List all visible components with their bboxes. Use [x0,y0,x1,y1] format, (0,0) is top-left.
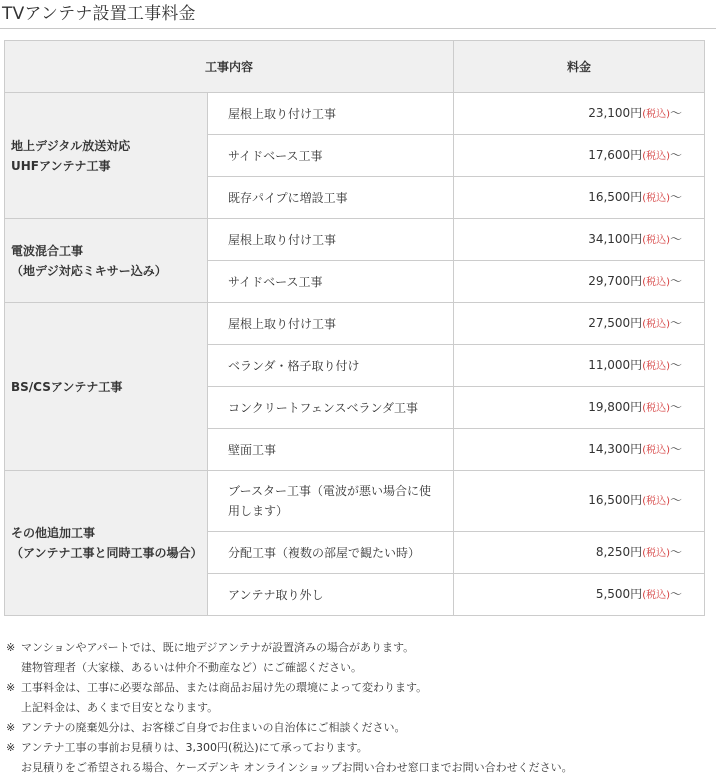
item-cell: サイドベース工事 [208,135,454,177]
category-cell [5,219,208,303]
note-item [6,678,712,718]
header-work: 工事内容 [5,41,454,93]
price-value: 5,500円 [595,586,643,601]
category-cell [5,303,208,471]
price-suffix: 〜 [670,105,683,120]
price-value: 17,600円 [588,147,643,162]
note-mark: ※ [6,741,16,754]
note-item [6,638,712,678]
table-row [5,471,705,532]
price-value: 11,000円 [588,357,643,372]
price-cell [454,303,705,345]
tax-label: (税込) [642,150,670,162]
table-row [5,93,705,135]
category-cell [5,93,208,219]
price-cell [454,471,705,532]
note-line: アンテナの廃棄処分は、お客様ご自身でお住まいの自治体にご相談ください。 [21,721,406,734]
tax-label: (税込) [642,108,670,120]
tax-label: (税込) [642,234,670,246]
price-cell [454,177,705,219]
header-fee: 料金 [454,41,705,93]
price-suffix: 〜 [670,189,683,204]
price-value: 27,500円 [588,315,643,330]
note-body [21,738,712,778]
table-row [5,303,705,345]
note-line: 建物管理者（大家様、あるいは仲介不動産など）にご確認ください。 [21,661,362,674]
item-cell: サイドベース工事 [208,261,454,303]
note-line: アンテナ工事の事前お見積りは、3,300円(税込)にて承っております。 [21,741,368,754]
category-cell [5,471,208,616]
category-label: BS/CSアンテナ工事 [11,379,123,394]
price-value: 23,100円 [588,105,643,120]
note-mark: ※ [6,641,16,654]
price-cell [454,261,705,303]
price-suffix: 〜 [670,357,683,372]
price-cell [454,345,705,387]
category-label: 電波混合工事 [11,243,84,258]
price-suffix: 〜 [670,147,683,162]
tax-label: (税込) [642,444,670,456]
price-cell [454,532,705,574]
category-label: その他追加工事 [11,526,96,540]
tax-label: (税込) [642,589,670,601]
note-mark: ※ [6,681,16,694]
price-value: 8,250円 [595,544,643,559]
price-cell [454,93,705,135]
tax-label: (税込) [642,318,670,330]
price-cell [454,135,705,177]
note-line: 上記料金は、あくまで目安となります。 [21,701,219,714]
category-label: （地デジ対応ミキサー込み） [11,263,167,278]
page-title: TVアンテナ設置工事料金 [2,4,196,24]
note-line: 工事料金は、工事に必要な部品、または商品お届け先の環境によって変わります。 [21,681,428,694]
note-mark: ※ [6,721,16,734]
tax-label: (税込) [642,192,670,204]
item-cell: コンクリートフェンスベランダ工事 [208,387,454,429]
item-cell: 壁面工事 [208,429,454,471]
tax-label: (税込) [642,496,670,507]
price-cell [454,219,705,261]
price-suffix: 〜 [670,441,683,456]
item-cell: 屋根上取り付け工事 [208,219,454,261]
price-cell [454,574,705,616]
note-body [21,718,712,738]
tax-label: (税込) [642,402,670,414]
price-suffix: 〜 [670,493,683,507]
item-cell: 既存パイプに増設工事 [208,177,454,219]
category-label: 地上デジタル放送対応 [11,138,131,153]
item-cell: ブースター工事（電波が悪い場合に使用します） [208,471,454,532]
price-suffix: 〜 [670,544,683,559]
item-cell: 屋根上取り付け工事 [208,93,454,135]
note-line: マンションやアパートでは、既に地デジアンテナが設置済みの場合があります。 [21,641,415,654]
tax-label: (税込) [642,360,670,372]
note-line: お見積りをご希望される場合、ケーズデンキ オンラインショップお問い合わせ窓口までお問い合わせください。 [21,761,573,774]
price-value: 29,700円 [588,273,643,288]
note-body [21,638,712,678]
notes-section [6,638,712,778]
price-suffix: 〜 [670,231,683,246]
price-value: 34,100円 [588,231,643,246]
item-cell: 屋根上取り付け工事 [208,303,454,345]
table-row [5,219,705,261]
category-label: UHFアンテナ工事 [11,158,111,173]
price-suffix: 〜 [670,399,683,414]
price-suffix: 〜 [670,273,683,288]
price-table [4,40,705,616]
note-body [21,678,712,718]
note-item [6,738,712,778]
price-value: 19,800円 [588,399,643,414]
note-item [6,718,712,738]
tax-label: (税込) [642,276,670,288]
price-suffix: 〜 [670,586,683,601]
category-label: （アンテナ工事と同時工事の場合） [11,546,203,560]
price-value: 16,500円 [588,493,643,507]
price-value: 14,300円 [588,441,643,456]
tax-label: (税込) [642,547,670,559]
price-suffix: 〜 [670,315,683,330]
price-cell [454,387,705,429]
item-cell: アンテナ取り外し [208,574,454,616]
price-value: 16,500円 [588,189,643,204]
item-cell: 分配工事（複数の部屋で観たい時） [208,532,454,574]
item-cell: ベランダ・格子取り付け [208,345,454,387]
title-divider [0,28,716,29]
price-cell [454,429,705,471]
